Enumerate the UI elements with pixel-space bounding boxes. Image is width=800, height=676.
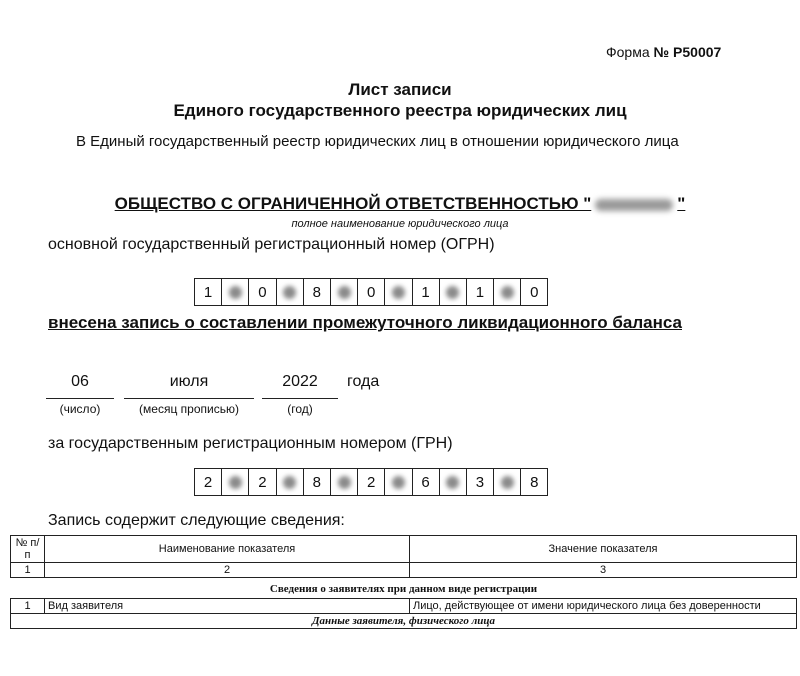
digit-cell: 8: [304, 279, 331, 305]
intro-text: В Единый государственный реестр юридических лиц в отношении юридического лица: [76, 133, 679, 150]
ogrn-digits: [194, 278, 548, 306]
digit-cell: [277, 279, 304, 305]
digit-cell: 0: [530, 283, 539, 301]
column-number: 2: [45, 563, 410, 578]
redacted-digit: [501, 286, 514, 299]
section-title: Сведения о заявителях при данном виде регистрации: [269, 583, 538, 595]
subsection-title: Данные заявителя, физического лица: [11, 614, 797, 629]
ogrn-label: основной государственный регистрационный номер (ОГРН): [48, 236, 495, 253]
header-num: № п/п: [11, 536, 45, 563]
records-table: [10, 535, 797, 629]
digit-cell: [440, 469, 467, 495]
digit-cell: [494, 279, 521, 305]
digit-cell: 8: [304, 469, 331, 495]
table-intro: Запись содержит следующие сведения:: [48, 512, 345, 529]
column-number: 1: [11, 563, 45, 578]
digit-cell: [385, 469, 412, 495]
digit-cell: [440, 279, 467, 305]
redacted-digit: [446, 286, 459, 299]
redacted-name: [595, 199, 673, 211]
day-caption: (число): [59, 402, 101, 416]
digit-cell: 6: [413, 469, 440, 495]
grn-digits: [194, 468, 548, 496]
digit-cell: [331, 469, 358, 495]
digit-cell: 1: [413, 279, 440, 305]
redacted-digit: [392, 476, 405, 489]
digit-cell: 1: [467, 279, 494, 305]
header-name: Наименование показателя: [45, 536, 410, 563]
digit-cell: 2: [195, 469, 222, 495]
month-caption: (месяц прописью): [139, 402, 239, 416]
redacted-digit: [338, 476, 351, 489]
redacted-digit: [283, 286, 296, 299]
redacted-digit: [392, 286, 405, 299]
redacted-digit: [229, 476, 242, 489]
document-title: Лист записи: [348, 80, 452, 99]
column-number: 3: [410, 563, 797, 578]
row-value: Лицо, действующее от имени юридического лица без доверенности: [410, 599, 797, 614]
digit-cell: [222, 469, 249, 495]
digit-cell: [222, 279, 249, 305]
redacted-digit: [501, 476, 514, 489]
digit-cell: 0: [249, 279, 276, 305]
document-subtitle: Единого государственного реестра юридических лиц: [173, 101, 627, 120]
row-name: Вид заявителя: [45, 599, 410, 614]
year-underline: [262, 398, 338, 399]
redacted-digit: [283, 476, 296, 489]
row-num: 1: [11, 599, 45, 614]
redacted-digit: [446, 476, 459, 489]
digit-cell: [385, 279, 412, 305]
digit-cell: 8: [530, 473, 539, 491]
year-word: года: [347, 373, 380, 390]
digit-cell: [494, 469, 521, 495]
organization-name-caption: полное наименование юридического лица: [291, 218, 509, 230]
entry-description: внесена запись о составлении промежуточного ликвидационного баланса: [48, 313, 682, 332]
table-row: [11, 599, 797, 614]
date-day: 06: [71, 373, 89, 390]
digit-cell: [277, 469, 304, 495]
form-number: Форма № Р50007: [606, 44, 722, 60]
digit-cell: [331, 279, 358, 305]
day-underline: [46, 398, 114, 399]
year-caption: (год): [287, 402, 313, 416]
section-row: [11, 578, 797, 599]
redacted-digit: [338, 286, 351, 299]
digit-cell: 2: [249, 469, 276, 495]
digit-cell: 1: [195, 279, 222, 305]
redacted-digit: [229, 286, 242, 299]
table-column-numbers: [11, 563, 797, 578]
subsection-row: [11, 614, 797, 629]
table-header-row: [11, 536, 797, 563]
header-value: Значение показателя: [410, 536, 797, 563]
digit-cell: 3: [467, 469, 494, 495]
digit-cell: 0: [358, 279, 385, 305]
date-year: 2022: [282, 373, 318, 390]
date-month: июля: [169, 373, 209, 390]
grn-label: за государственным регистрационным номером (ГРН): [48, 435, 453, 452]
month-underline: [124, 398, 254, 399]
organization-name: ОБЩЕСТВО С ОГРАНИЧЕННОЙ ОТВЕТСТВЕННОСТЬЮ " ": [114, 194, 686, 213]
digit-cell: 2: [358, 469, 385, 495]
